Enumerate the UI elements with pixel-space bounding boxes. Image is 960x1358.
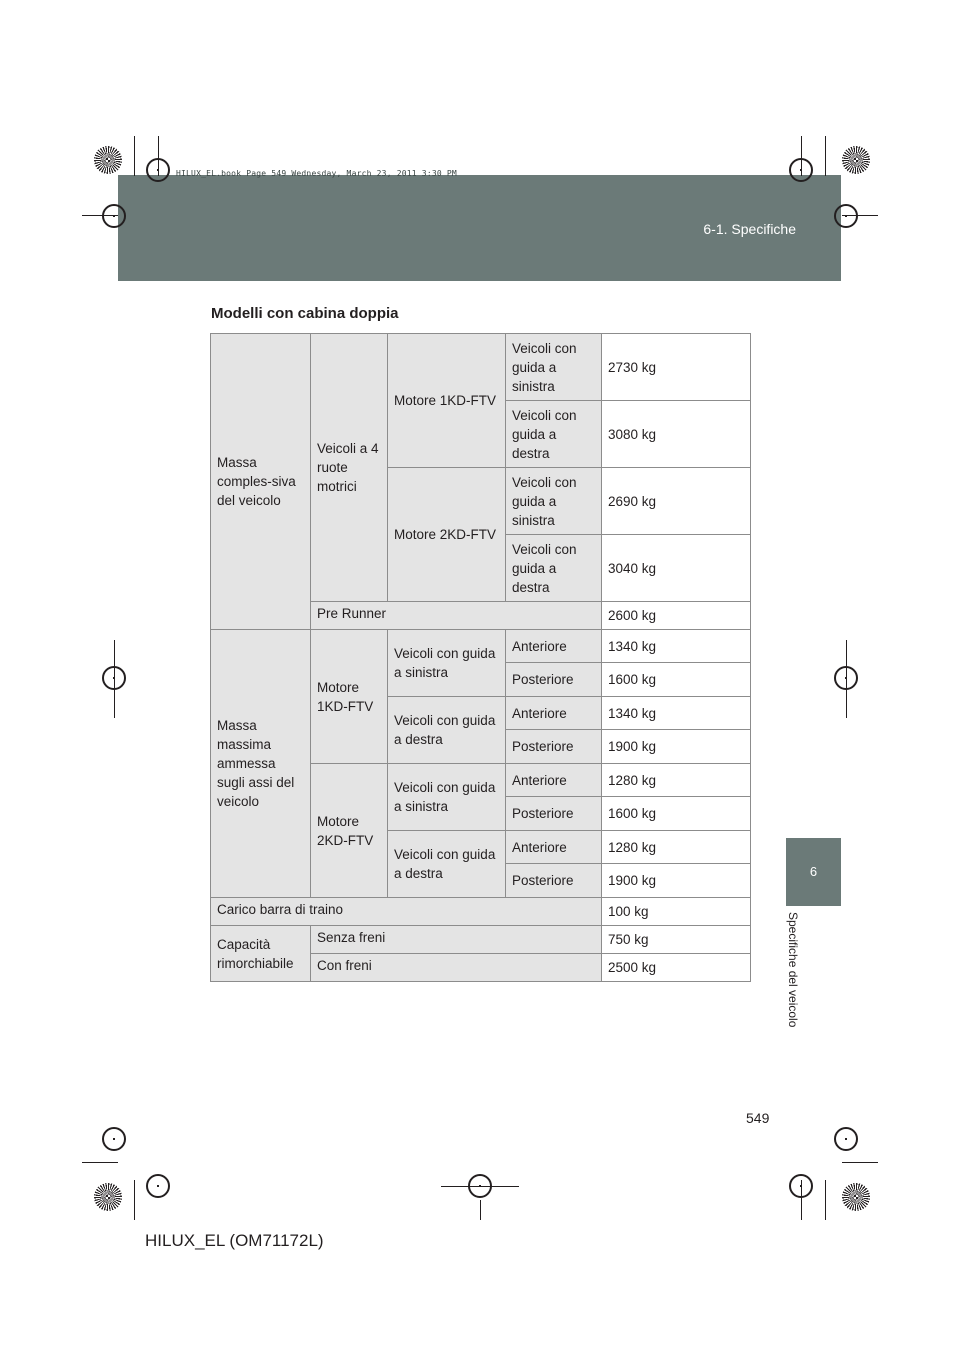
crop-mark (441, 1186, 519, 1187)
registration-crosshair-icon (102, 1127, 126, 1151)
axle-1kd-rhd: Veicoli con guida a destra (388, 697, 506, 764)
gvm-1kd-rhd-value: 3080 kg (602, 401, 751, 468)
towing-unbraked: Senza freni (311, 926, 602, 954)
gvm-1kd-lhd-value: 2730 kg (602, 334, 751, 401)
crop-mark (158, 136, 159, 176)
axle-1kd-lhd: Veicoli con guida a sinistra (388, 630, 506, 697)
crop-mark (825, 136, 826, 176)
crop-mark (82, 1162, 118, 1163)
towbar-label: Carico barra di traino (211, 898, 602, 926)
registration-crosshair-icon (102, 204, 126, 228)
gvm-2kd-rhd-value: 3040 kg (602, 535, 751, 602)
crop-mark (842, 1162, 878, 1163)
gvm-prerunner-value: 2600 kg (602, 602, 751, 630)
axle-front: Anteriore (506, 630, 602, 663)
axle-engine-1kd: Motore 1KD-FTV (311, 630, 388, 764)
crop-mark (801, 1180, 802, 1220)
axle-2kd-rhd: Veicoli con guida a destra (388, 831, 506, 898)
axle-front: Anteriore (506, 831, 602, 864)
towing-label: Capacità rimorchiabile (211, 926, 311, 982)
axle-1kd-rhd-rear-value: 1900 kg (602, 730, 751, 764)
axle-rear: Posteriore (506, 730, 602, 764)
registration-crosshair-icon (834, 1127, 858, 1151)
file-stamp: HILUX_EL.book Page 549 Wednesday, March 23, 2011 3:30 PM (176, 169, 457, 178)
crop-mark (801, 136, 802, 176)
gvm-engine-1kd: Motore 1KD-FTV (388, 334, 506, 468)
table-row (211, 334, 751, 401)
crop-mark (134, 1180, 135, 1220)
page-number: 549 (746, 1110, 770, 1126)
table-row (211, 926, 751, 954)
axle-1kd-lhd-rear-value: 1600 kg (602, 663, 751, 697)
axle-2kd-lhd: Veicoli con guida a sinistra (388, 764, 506, 831)
crop-mark (842, 215, 878, 216)
axle-front: Anteriore (506, 764, 602, 797)
gvm-2kd-rhd: Veicoli con guida a destra (506, 535, 602, 602)
towing-braked-value: 2500 kg (602, 954, 751, 982)
towing-braked: Con freni (311, 954, 602, 982)
towing-unbraked-value: 750 kg (602, 926, 751, 954)
gvm-1kd-lhd: Veicoli con guida a sinistra (506, 334, 602, 401)
registration-rosette-icon (842, 1183, 870, 1211)
table-row (211, 630, 751, 663)
axle-rear: Posteriore (506, 797, 602, 831)
axle-rear: Posteriore (506, 864, 602, 898)
registration-crosshair-icon (834, 204, 858, 228)
gvm-1kd-rhd: Veicoli con guida a destra (506, 401, 602, 468)
crop-mark (480, 1200, 481, 1220)
axle-2kd-lhd-rear-value: 1600 kg (602, 797, 751, 831)
axle-1kd-rhd-front-value: 1340 kg (602, 697, 751, 730)
chapter-side-label (782, 912, 804, 1062)
chapter-side-label-text: Specifiche del veicolo (786, 912, 800, 1028)
crop-mark (114, 640, 115, 718)
crop-mark (134, 136, 135, 176)
gvm-drive-4wd: Veicoli a 4 ruote motrici (311, 334, 388, 602)
section-title: Modelli con cabina doppia (211, 305, 399, 322)
specifications-table (210, 333, 751, 982)
gvm-engine-2kd: Motore 2KD-FTV (388, 468, 506, 602)
axle-2kd-rhd-rear-value: 1900 kg (602, 864, 751, 898)
towbar-value: 100 kg (602, 898, 751, 926)
registration-crosshair-icon (146, 1174, 170, 1198)
registration-rosette-icon (94, 1183, 122, 1211)
document-code: HILUX_EL (OM71172L) (145, 1231, 324, 1250)
gvm-label: Massa comples-siva del veicolo (211, 334, 311, 630)
registration-rosette-icon (94, 146, 122, 174)
axle-label: Massa massima ammessa sugli assi del veicolo (211, 630, 311, 898)
chapter-tab: 6 (786, 838, 841, 906)
axle-rear: Posteriore (506, 663, 602, 697)
header-section-title: 6-1. Specifiche (703, 221, 796, 237)
table-row (211, 898, 751, 926)
registration-rosette-icon (842, 146, 870, 174)
axle-front: Anteriore (506, 697, 602, 730)
axle-engine-2kd: Motore 2KD-FTV (311, 764, 388, 898)
gvm-2kd-lhd: Veicoli con guida a sinistra (506, 468, 602, 535)
axle-1kd-lhd-front-value: 1340 kg (602, 630, 751, 663)
gvm-prerunner: Pre Runner (311, 602, 602, 630)
crop-mark (82, 215, 118, 216)
crop-mark (846, 640, 847, 718)
axle-2kd-lhd-front-value: 1280 kg (602, 764, 751, 797)
axle-2kd-rhd-front-value: 1280 kg (602, 831, 751, 864)
crop-mark (825, 1180, 826, 1220)
gvm-2kd-lhd-value: 2690 kg (602, 468, 751, 535)
